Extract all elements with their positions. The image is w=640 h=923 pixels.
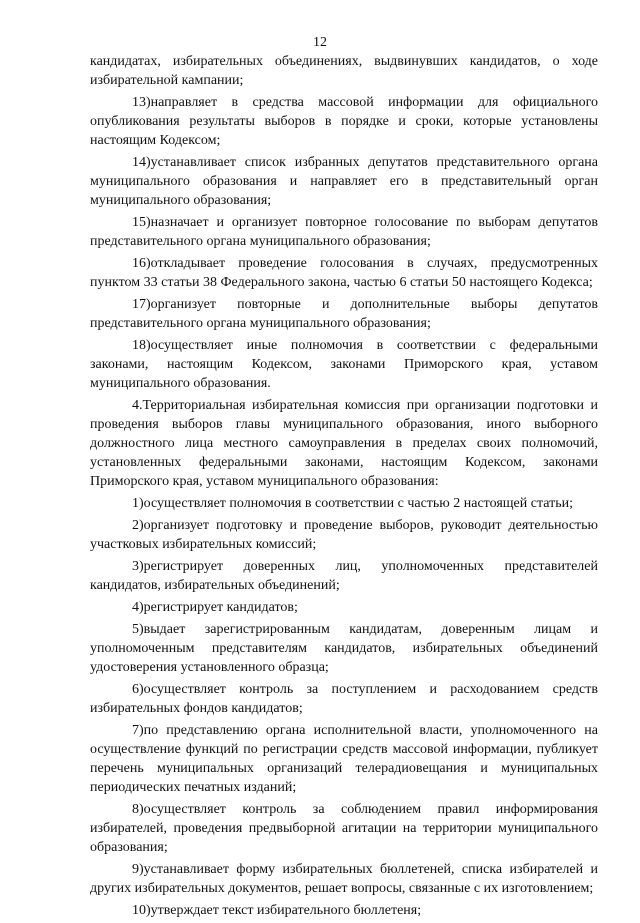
paragraph: 16)откладывает проведение голосования в случаях, предусмотренных пунктом 33 статьи 38 Федерального закона, частью 6 статьи 50 настоящего Кодекса; bbox=[90, 256, 598, 290]
paragraph: 8)осуществляет контроль за соблюдением правил информирования избирателей, проведения предвыборной агитации на территории муниципального образования; bbox=[90, 802, 598, 855]
document-body bbox=[90, 52, 598, 923]
paragraph: 4.Территориальная избирательная комиссия при организации подготовки и проведения выборов главы муниципального образования, иного выборного должностного лица местного самоуправления в пределах своих полномочий, установленных федеральными законами, настоящим Кодексом, законами Приморского края, уставом муниципального образования: bbox=[90, 398, 598, 489]
paragraph: кандидатах, избирательных объединениях, выдвинувших кандидатов, о ходе избирательной кампании; bbox=[90, 54, 598, 88]
paragraph: 2)организует подготовку и проведение выборов, руководит деятельностью участковых избирательных комиссий; bbox=[90, 518, 598, 552]
paragraph: 14)устанавливает список избранных депутатов представительного органа муниципального образования и направляет его в представительный орган муниципального образования; bbox=[90, 155, 598, 208]
paragraph: 9)устанавливает форму избирательных бюллетеней, списка избирателей и других избирательных документов, решает вопросы, связанные с их изготовлением; bbox=[90, 862, 598, 896]
paragraph: 13)направляет в средства массовой информации для официального опубликования результаты выборов в порядке и сроки, которые установлены настоящим Кодексом; bbox=[90, 95, 598, 148]
paragraph: 17)организует повторные и дополнительные выборы депутатов представительного органа муниципального образования; bbox=[90, 297, 598, 331]
paragraph: 18)осуществляет иные полномочия в соответствии с федеральными законами, настоящим Кодексом, законами Приморского края, уставом муниципального образования. bbox=[90, 338, 598, 391]
paragraph: 5)выдает зарегистрированным кандидатам, доверенным лицам и уполномоченным представителям кандидатов, избирательных объединений удостоверения установленного образца; bbox=[90, 622, 598, 675]
paragraph: 6)осуществляет контроль за поступлением и расходованием средств избирательных фондов кандидатов; bbox=[90, 682, 598, 716]
paragraph: 15)назначает и организует повторное голосование по выборам депутатов представительного органа муниципального образования; bbox=[90, 215, 598, 249]
paragraph: 10)утверждает текст избирательного бюллетеня; bbox=[132, 903, 422, 918]
paragraph: 1)осуществляет полномочия в соответствии с частью 2 настоящей статьи; bbox=[132, 496, 573, 511]
paragraph: 4)регистрирует кандидатов; bbox=[132, 600, 298, 615]
page-number: 12 bbox=[313, 35, 327, 50]
paragraph: 3)регистрирует доверенных лиц, уполномоченных представителей кандидатов, избирательных объединений; bbox=[90, 559, 598, 593]
paragraph: 7)по представлению органа исполнительной власти, уполномоченного на осуществление функций по регистрации средств массовой информации, публикует перечень муниципальных организаций телерадиовещания и муниципальных периодических печатных изданий; bbox=[90, 723, 598, 795]
